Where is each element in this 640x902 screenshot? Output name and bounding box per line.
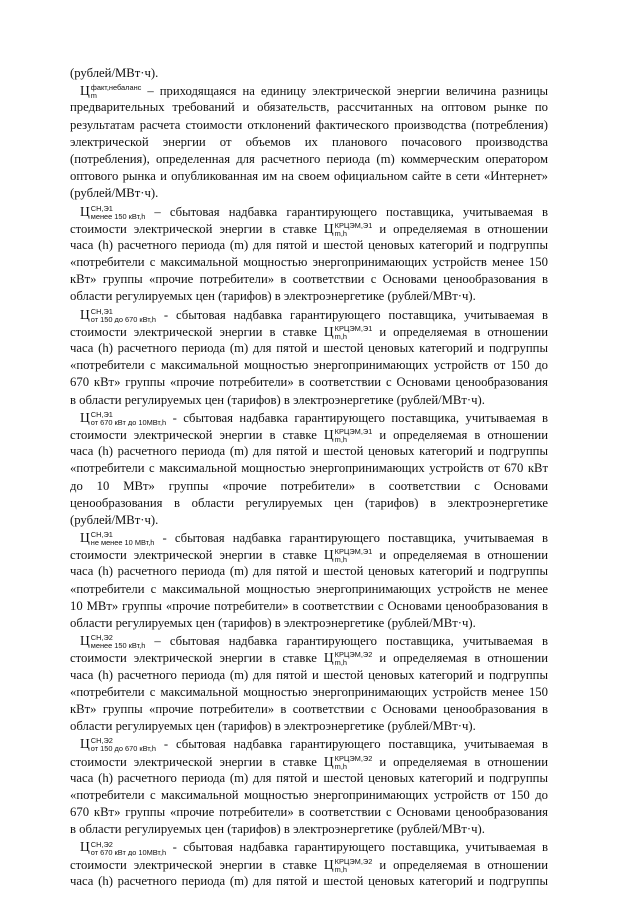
text-line: часа (h) расчетного периода (m) для пятой и шестой ценовых категорий и подгруппы [70, 667, 548, 682]
text-line: стоимости электрической энергии в ставке Ц КРЦЭМ,Э1 m,h и определяемая в отношении [70, 426, 548, 444]
text-line: результатам расчета стоимости отклонений фактического производства (потребления) [70, 117, 548, 132]
text-line: часа (h) расчетного периода (m) для пятой и шестой ценовых категорий и подгруппы [70, 873, 548, 888]
text-line: (рублей/МВт·ч). [70, 512, 159, 527]
paragraph-first-line: Ц СН,Э2 от 670 кВт до 10МВт,h - сбытовая надбавка гарантирующего поставщика, учитываемая в [80, 839, 548, 856]
text-line: часа (h) расчетного периода (m) для пятой и шестой ценовых категорий и подгруппы [70, 770, 548, 785]
text-line: до 10 МВт» группы «прочие потребители» в соответствии с Основами [70, 478, 548, 493]
paragraph-first-line: Ц СН,Э1 от 670 кВт до 10МВт,h - сбытовая надбавка гарантирующего поставщика, учитываемая в [80, 409, 548, 426]
formula-symbol: Ц СН,Э2 от 150 до 670 кВт,h [80, 736, 157, 753]
text-line: «потребители с максимальной мощностью энергопринимающих устройств менее 150 [70, 255, 548, 270]
text-line: стоимости электрической энергии в ставке Ц КРЦЭМ,Э1 m,h и определяемая в отношении [70, 547, 548, 564]
text-line: области регулируемых цен (тарифов) в электроэнергетике (рублей/МВт·ч). [70, 719, 476, 734]
formula-symbol: Ц КРЦЭМ,Э2 m,h [323, 753, 373, 770]
paragraph-first-line: Ц факт,небаланс m – приходящаяся на единицу электрической энергии величина разницы [80, 83, 548, 100]
text-line: электрической энергии от объемов их планового почасового производства [70, 134, 548, 149]
text-line: 670 кВт» группы «прочие потребители» в соответствии с Основами ценообразования [70, 805, 548, 820]
text-line: «потребители с максимальной мощностью энергопринимающих устройств от 150 до [70, 358, 548, 373]
text-line: кВт» группы «прочие потребители» в соответствии с Основами ценообразования в [70, 701, 548, 716]
formula-symbol: Ц СН,Э1 от 150 до 670 кВт,h [80, 306, 157, 323]
formula-symbol: Ц КРЦЭМ,Э2 m,h [323, 650, 373, 667]
paragraph-first-line: Ц СН,Э2 менее 150 кВт,h – сбытовая надбавка гарантирующего поставщика, учитываемая в [80, 633, 548, 650]
text-line: ценообразования в области регулируемых цен (тарифов) в электроэнергетике [70, 495, 548, 510]
text-line: в области регулируемых цен (тарифов) в электроэнергетике (рублей/МВт·ч). [70, 822, 485, 837]
formula-symbol: Ц СН,Э2 от 670 кВт до 10МВт,h [80, 839, 167, 856]
text-line: кВт» группы «прочие потребители» в соответствии с Основами ценообразования в [70, 272, 548, 287]
paragraph-first-line: Ц СН,Э1 не менее 10 МВт,h - сбытовая надбавка гарантирующего поставщика, учитываемая в [80, 530, 548, 547]
text-line: области регулируемых цен (тарифов) в электроэнергетике (рублей/МВт·ч). [70, 289, 476, 304]
text-line: (потребления), определенная для расчетного периода (m) коммерческим оператором [70, 151, 548, 166]
formula-symbol: Ц КРЦЭМ,Э1 m,h [323, 547, 373, 564]
formula-symbol: Ц СН,Э1 от 670 кВт до 10МВт,h [80, 409, 167, 426]
formula-symbol: Ц СН,Э2 менее 150 кВт,h [80, 633, 146, 650]
text-line: области регулируемых цен (тарифов) в электроэнергетике (рублей/МВт·ч). [70, 616, 476, 630]
text-line: стоимости электрической энергии в ставке Ц КРЦЭМ,Э2 m,h и определяемая в отношении [70, 753, 548, 770]
text-line: стоимости электрической энергии в ставке Ц КРЦЭМ,Э2 m,h и определяемая в отношении [70, 856, 548, 873]
paragraph-first-line: Ц СН,Э1 менее 150 кВт,h – сбытовая надбавка гарантирующего поставщика, учитываемая в [80, 203, 548, 220]
text-line: часа (h) расчетного периода (m) для пятой и шестой ценовых категорий и подгруппы [70, 341, 548, 355]
text-line: в области регулируемых цен (тарифов) в электроэнергетике (рублей/МВт·ч). [70, 392, 485, 407]
text-line: 670 кВт» группы «прочие потребители» в соответствии с Основами ценообразования [70, 375, 548, 390]
text-line: часа (h) расчетного периода (m) для пятой и шестой ценовых категорий и подгруппы [70, 564, 548, 579]
formula-symbol: Ц СН,Э1 менее 150 кВт,h [80, 203, 146, 220]
formula-symbol: Ц КРЦЭМ,Э1 m,h [323, 323, 373, 340]
text-line: оптового рынка и опубликованная им на своем официальном сайте в сети «Интернет» [70, 169, 548, 184]
formula-symbol: Ц КРЦЭМ,Э2 m,h [323, 856, 373, 873]
text-line: «потребители с максимальной мощностью энергопринимающих устройств не менее [70, 581, 548, 596]
text-line: «потребители с максимальной мощностью энергопринимающих устройств от 670 кВт [70, 461, 548, 476]
document-page [70, 65, 548, 890]
text-line: часа (h) расчетного периода (m) для пятой и шестой ценовых категорий и подгруппы [70, 237, 548, 252]
formula-symbol: Ц КРЦЭМ,Э1 m,h [323, 220, 373, 237]
text-line: стоимости электрической энергии в ставке Ц КРЦЭМ,Э1 m,h и определяемая в отношении [70, 220, 548, 237]
paragraph-first-line: Ц СН,Э2 от 150 до 670 кВт,h - сбытовая надбавка гарантирующего поставщика, учитываемая в [80, 736, 548, 753]
formula-symbol: Ц СН,Э1 не менее 10 МВт,h [80, 530, 155, 547]
paragraph-first-line: Ц СН,Э1 от 150 до 670 кВт,h - сбытовая надбавка гарантирующего поставщика, учитываемая в [80, 306, 548, 323]
text-line: «потребители с максимальной мощностью энергопринимающих устройств от 150 до [70, 787, 548, 802]
text-line: стоимости электрической энергии в ставке Ц КРЦЭМ,Э1 m,h и определяемая в отношении [70, 323, 548, 340]
formula-symbol: Ц факт,небаланс m [80, 83, 142, 100]
text-line: (рублей/МВт·ч). [70, 66, 159, 80]
text-line: часа (h) расчетного периода (m) для пятой и шестой ценовых категорий и подгруппы [70, 444, 548, 459]
text-line: 10 МВт» группы «прочие потребители» в соответствии с Основами ценообразования в [70, 598, 548, 613]
text-line: стоимости электрической энергии в ставке Ц КРЦЭМ,Э2 m,h и определяемая в отношении [70, 650, 548, 667]
formula-symbol: Ц КРЦЭМ,Э1 m,h [323, 426, 373, 444]
text-line: «потребители с максимальной мощностью энергопринимающих устройств менее 150 [70, 684, 548, 699]
text-line: (рублей/МВт·ч). [70, 186, 159, 201]
text-line: предварительных требований и обязательств, рассчитанных на оптовом рынке по [70, 100, 548, 115]
